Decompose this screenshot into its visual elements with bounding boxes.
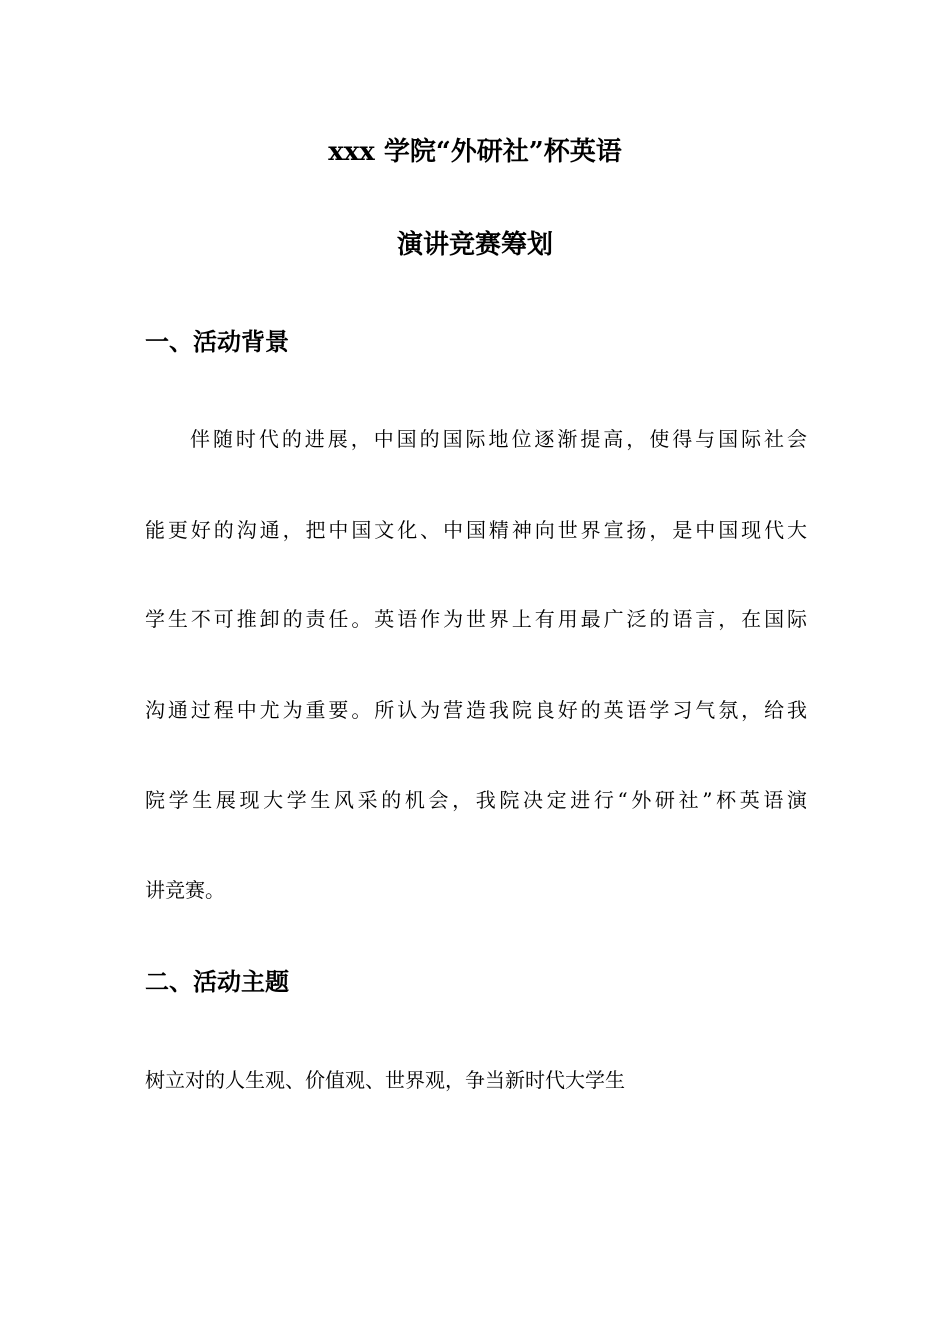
- paragraph-line: 能更好的沟通，把中国文化、中国精神向世界宣扬，是中国现代大: [145, 518, 807, 542]
- paragraph-line: 伴随时代的进展，中国的国际地位逐渐提高，使得与国际社会: [190, 427, 807, 451]
- paragraph-line: 沟通过程中尤为重要。所认为营造我院良好的英语学习气氛，给我: [145, 698, 807, 722]
- paragraph-line: 院学生展现大学生风采的机会，我院决定进行“外研社”杯英语演: [145, 788, 807, 812]
- section-heading-theme: 二、活动主题: [145, 967, 289, 996]
- paragraph-line: 树立对的人生观、价值观、世界观，争当新时代大学生: [145, 1068, 625, 1092]
- paragraph-line: 讲竞赛。: [145, 878, 225, 902]
- document-title-line-1: xxx 学院“外研社”杯英语: [328, 137, 622, 167]
- paragraph-line: 学生不可推卸的责任。英语作为世界上有用最广泛的语言，在国际: [145, 607, 807, 631]
- document-title-line-2: 演讲竞赛筹划: [396, 230, 553, 260]
- section-heading-background: 一、活动背景: [145, 327, 289, 356]
